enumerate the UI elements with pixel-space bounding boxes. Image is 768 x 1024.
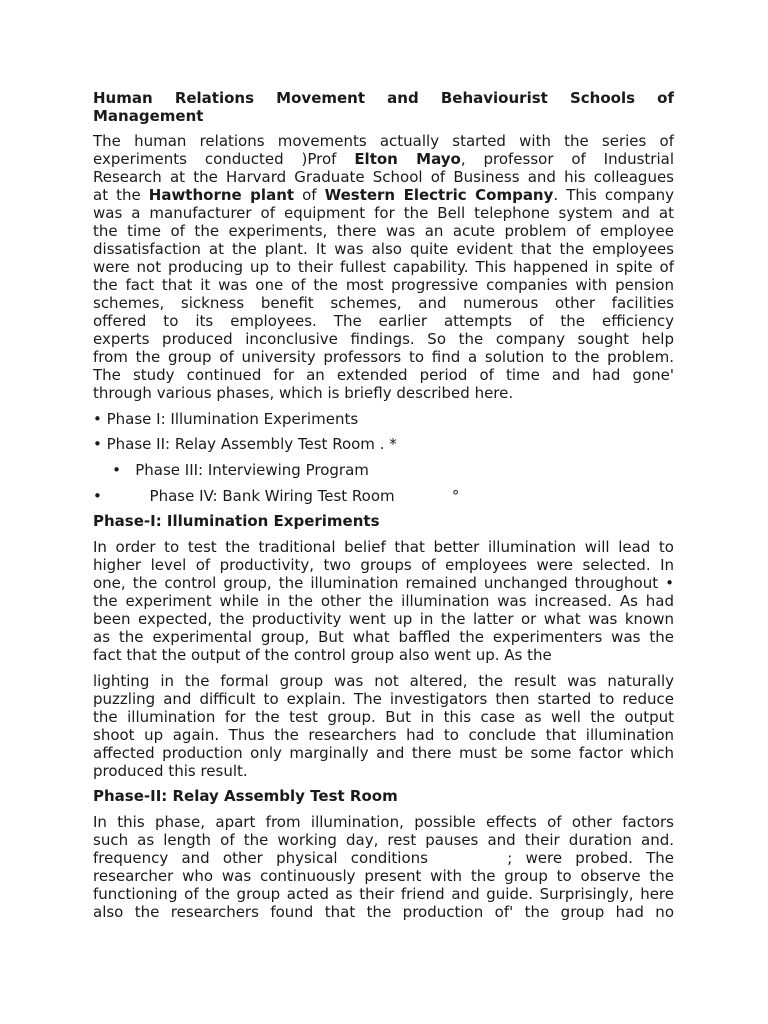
text-run: experiments conducted )Prof xyxy=(93,150,355,168)
phase2-paragraph xyxy=(93,813,674,921)
text-line: produced this result. xyxy=(93,762,248,780)
title-line: Management xyxy=(93,107,204,125)
text-line: was a manufacturer of equipment for the Bell telephone system and at xyxy=(93,204,674,222)
text-line: through various phases, which is briefly described here. xyxy=(93,384,514,402)
text-run: , professor of Industrial xyxy=(460,150,675,168)
text-line: shoot up again. Thus the researchers had to conclude that illumination xyxy=(93,726,674,744)
plant-name: Hawthorne plant xyxy=(148,186,295,204)
text-line: The study continued for an extended period of time and had gone' xyxy=(93,366,674,384)
list-item: • Phase I: Illumination Experiments xyxy=(93,410,359,428)
section-heading: Phase-I: Illumination Experiments xyxy=(93,512,380,530)
text-run: at the xyxy=(93,186,149,204)
text-line: The human relations movements actually started with the series of xyxy=(93,132,674,150)
document-title xyxy=(93,89,674,125)
phase1-paragraph xyxy=(93,538,674,664)
text-line: been expected, the productivity went up in the latter or what was known xyxy=(93,610,674,628)
phase1-continuation-paragraph xyxy=(93,672,674,780)
text-run: . This company xyxy=(553,186,675,204)
person-name: Elton Mayo xyxy=(354,150,461,168)
text-line: puzzling and difficult to explain. The investigators then started to reduce xyxy=(93,690,674,708)
text-line: fact that the output of the control group also went up. As the xyxy=(93,646,552,664)
intro-paragraph xyxy=(93,132,674,402)
text-line: frequency and other physical conditions ; were probed. The xyxy=(93,849,674,867)
text-line: In this phase, apart from illumination, possible effects of other factors xyxy=(93,813,674,831)
phase-list xyxy=(93,410,674,505)
section-heading: Phase-II: Relay Assembly Test Room xyxy=(93,787,398,805)
text-line: researcher who was continuously present with the group to observe the xyxy=(93,867,674,885)
text-line: dissatisfaction at the plant. It was also quite evident that the employees xyxy=(93,240,674,258)
list-item: • Phase IV: Bank Wiring Test Room ° xyxy=(93,487,460,505)
text-line xyxy=(93,186,674,204)
text-line: offered to its employees. The earlier attempts of the efficiency xyxy=(93,312,674,330)
text-line: affected production only marginally and there must be some factor which xyxy=(93,744,674,762)
text-run: of xyxy=(294,186,325,204)
text-line: from the group of university professors to find a solution to the problem. xyxy=(93,348,674,366)
text-line: were not producing up to their fullest capability. This happened in spite of xyxy=(93,258,674,276)
text-line: also the researchers found that the production of' the group had no xyxy=(93,903,674,921)
text-line: such as length of the working day, rest pauses and their duration and. xyxy=(93,831,674,849)
title-line: Human Relations Movement and Behaviourist Schools of xyxy=(93,89,674,107)
text-line: as the experimental group, But what baffled the experimenters was the xyxy=(93,628,674,646)
text-line: Research at the Harvard Graduate School of Business and his colleagues xyxy=(93,168,674,186)
text-line: one, the control group, the illumination remained unchanged throughout • xyxy=(93,574,674,592)
text-line: the fact that it was one of the most progressive companies with pension xyxy=(93,276,674,294)
document-body xyxy=(93,89,674,921)
text-line: higher level of productivity, two groups of employees were selected. In xyxy=(93,556,674,574)
list-item: • Phase II: Relay Assembly Test Room . * xyxy=(93,435,397,453)
text-line: schemes, sickness benefit schemes, and numerous other facilities xyxy=(93,294,674,312)
text-line: In order to test the traditional belief that better illumination will lead to xyxy=(93,538,674,556)
list-item: • Phase III: Interviewing Program xyxy=(93,461,369,479)
text-line: experts produced inconclusive findings. So the company sought help xyxy=(93,330,674,348)
text-line: lighting in the formal group was not altered, the result was naturally xyxy=(93,672,674,690)
text-line: the experiment while in the other the illumination was increased. As had xyxy=(93,592,674,610)
text-line: the illumination for the test group. But in this case as well the output xyxy=(93,708,674,726)
text-line: the time of the experiments, there was an acute problem of employee xyxy=(93,222,674,240)
company-name: Western Electric Company xyxy=(324,186,554,204)
text-line: functioning of the group acted as their friend and guide. Surprisingly, here xyxy=(93,885,674,903)
text-line xyxy=(93,150,674,168)
